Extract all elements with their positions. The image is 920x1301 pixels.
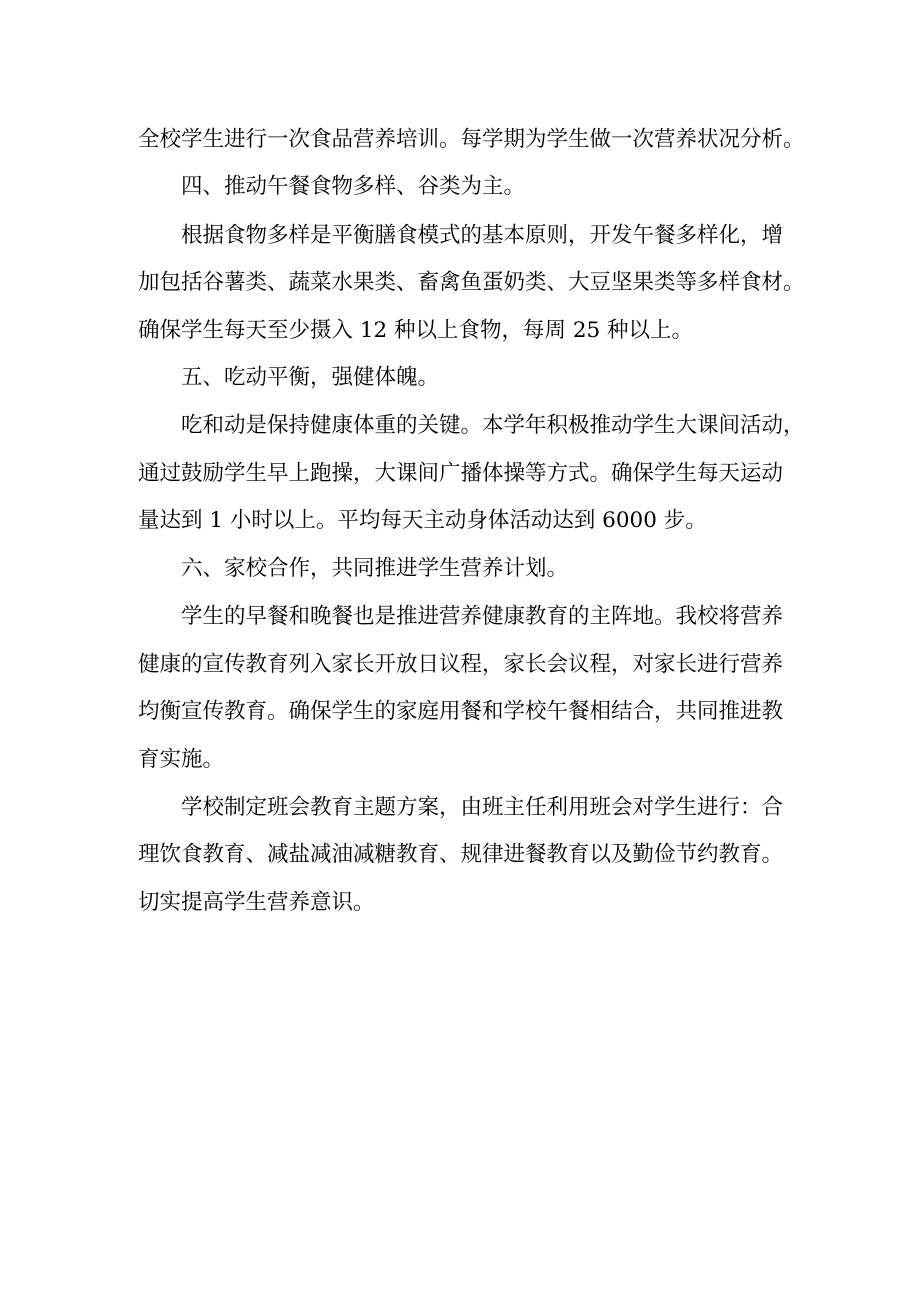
section-heading-5: 五、吃动平衡，强健体魄。 [181,365,440,390]
paragraph-line: 根据食物多样是平衡膳食模式的基本原则，开发午餐多样化，增 [181,223,784,248]
paragraph-line: 学校制定班会教育主题方案，由班主任利用班会对学生进行：合 [181,795,784,820]
section-heading-6: 六、家校合作，共同推进学生营养计划。 [181,556,569,581]
paragraph-line: 切实提高学生营养意识。 [138,890,375,915]
paragraph-line: 通过鼓励学生早上跑操，大课间广播体操等方式。确保学生每天运动 [138,461,784,486]
paragraph-line: 量达到 1 小时以上。平均每天主动身体活动达到 6000 步。 [138,508,707,533]
paragraph-line: 加包括谷薯类、蔬菜水果类、畜禽鱼蛋奶类、大豆坚果类等多样食材。 [138,270,805,295]
paragraph-line: 理饮食教育、减盐减油减糖教育、规律进餐教育以及勤俭节约教育。 [138,842,784,867]
section-heading-4: 四、推动午餐食物多样、谷类为主。 [181,174,526,199]
paragraph-line: 均衡宣传教育。确保学生的家庭用餐和学校午餐相结合，共同推进教 [138,699,784,724]
paragraph-line: 吃和动是保持健康体重的关键。本学年积极推动学生大课间活动， [181,413,805,438]
paragraph-line: 育实施。 [138,747,225,772]
paragraph-line: 学生的早餐和晚餐也是推进营养健康教育的主阵地。我校将营养 [181,604,784,629]
paragraph-line: 健康的宣传教育列入家长开放日议程，家长会议程，对家长进行营养 [138,652,784,677]
paragraph-line: 确保学生每天至少摄入 12 种以上食物，每周 25 种以上。 [138,318,694,343]
paragraph-line: 全校学生进行一次食品营养培训。每学期为学生做一次营养状况分析。 [138,127,805,152]
